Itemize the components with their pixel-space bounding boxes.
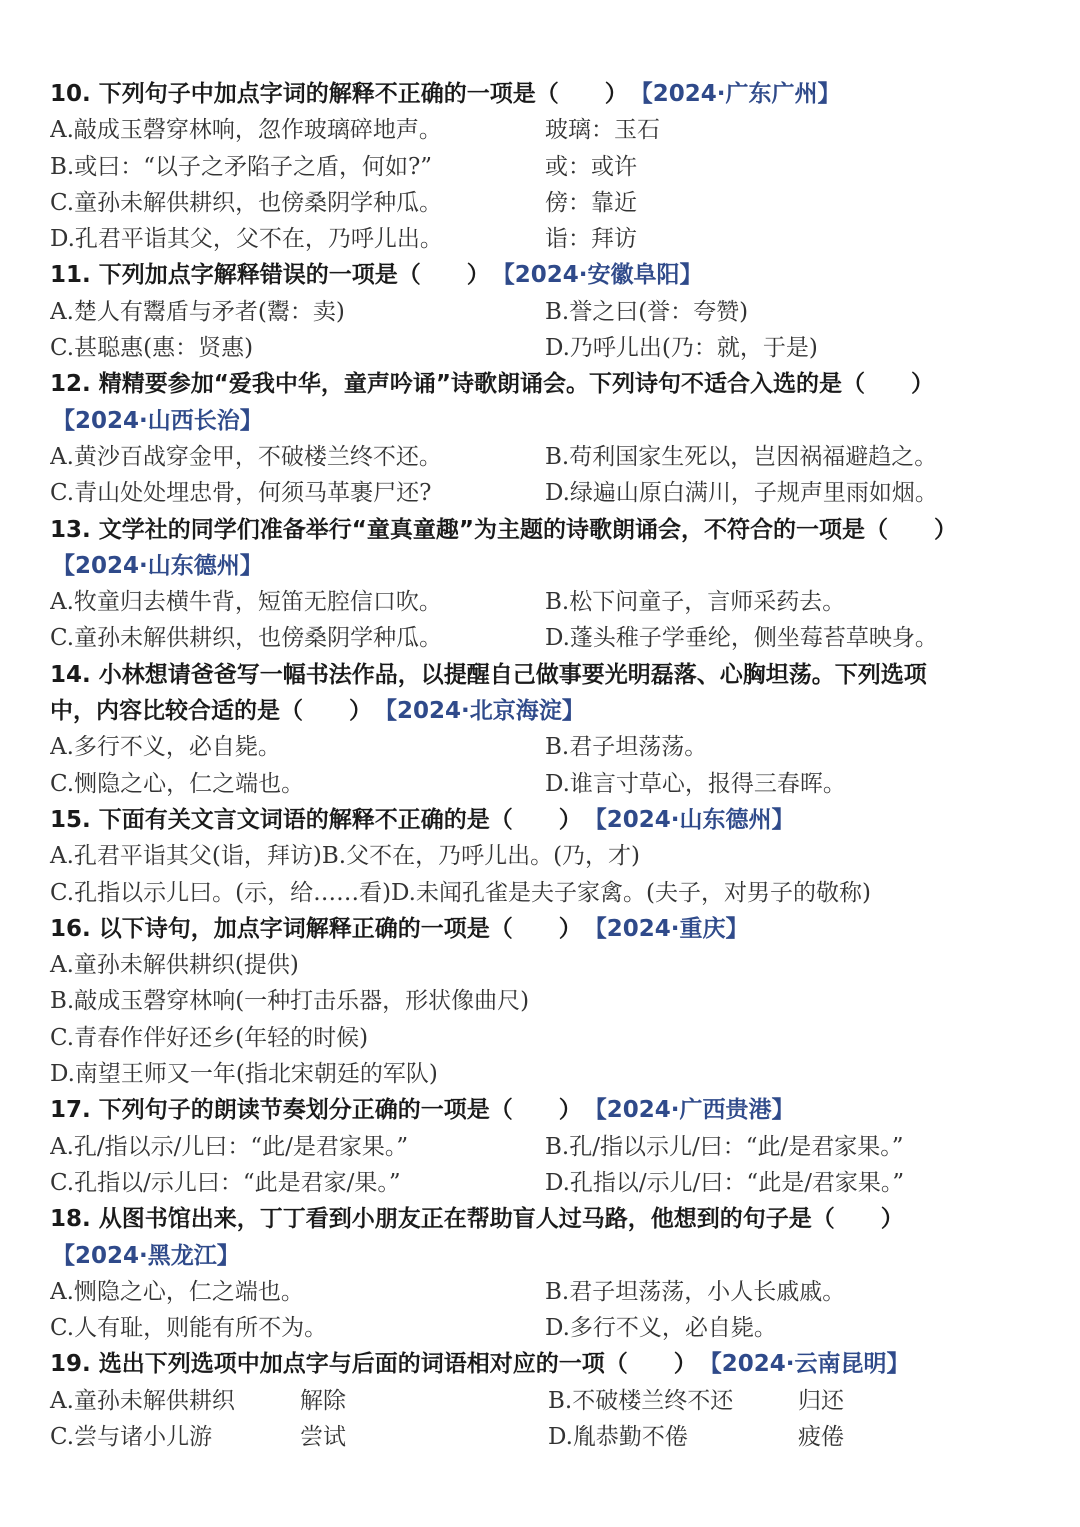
option-row — [50, 729, 1040, 765]
source-tag: 【2024·重庆】 — [583, 915, 749, 942]
question-text: 14. 小林想请爸爸写一幅书法作品，以提醒自己做事要光明磊落、心胸坦荡。下列选项 — [50, 661, 927, 688]
gloss-c: 傍：靠近 — [545, 189, 637, 216]
option-row — [50, 112, 1040, 148]
gloss-b: 或：或许 — [545, 153, 637, 180]
option-c: C.尝与诸小儿游 — [50, 1423, 213, 1450]
question-10-stem — [50, 76, 1040, 112]
option-c: C.恻隐之心，仁之端也。 — [50, 770, 305, 797]
option-d: D.绿遍山原白满川，子规声里雨如烟。 — [545, 480, 938, 507]
gloss-d: 诣：拜访 — [545, 226, 637, 253]
option-row — [50, 1310, 1040, 1346]
question-text-cont: 中，内容比较合适的是（ ） — [50, 698, 372, 725]
option-d: D.多行不义，必自毙。 — [545, 1315, 777, 1342]
option-row — [50, 185, 1040, 221]
option-c: C.童孙未解供耕织，也傍桑阴学种瓜。 — [50, 189, 443, 216]
option-a: A.牧童归去横牛背，短笛无腔信口吹。 — [50, 589, 442, 616]
source-tag: 【2024·北京海淀】 — [374, 698, 585, 725]
option-a: A.敲成玉磬穿林响，忽作玻璃碎地声。 — [50, 117, 442, 144]
option-line — [50, 947, 1040, 983]
option-b: B.苟利国家生死以，岂因祸福避趋之。 — [545, 443, 938, 470]
question-text: 12. 精精要参加“爱我中华，童声吟诵”诗歌朗诵会。下列诗句不适合入选的是（ ） — [50, 371, 934, 398]
option-b: B.君子坦荡荡，小人长戚戚。 — [545, 1278, 846, 1305]
source-tag: 【2024·山西长治】 — [52, 407, 263, 434]
question-18-stem — [50, 1201, 1040, 1237]
option-b: B.松下问童子，言师采药去。 — [545, 589, 846, 616]
option-row — [50, 1129, 1040, 1165]
option-b: B.敲成玉磬穿林响(一种打击乐器，形状像曲尺) — [50, 988, 530, 1015]
source-tag: 【2024·安徽阜阳】 — [491, 262, 703, 289]
question-13-tag-line — [50, 548, 1040, 584]
option-c: C.青山处处埋忠骨，何须马革裹尸还? — [50, 480, 432, 507]
question-12-tag-line — [50, 403, 1040, 439]
option-b: B.孔/指以示儿/曰：“此/是君家果。” — [545, 1133, 904, 1160]
option-line — [50, 1020, 1040, 1056]
question-12-stem — [50, 366, 1040, 402]
option-a: A.童孙未解供耕织 — [50, 1387, 235, 1414]
option-line — [50, 983, 1040, 1019]
question-11-stem — [50, 257, 1040, 293]
option-row — [50, 766, 1040, 802]
question-14-stem — [50, 657, 1040, 693]
options-cd: C.孔指以示儿曰。(示，给……看)D.未闻孔雀是夫子家禽。(夫子，对男子的敬称) — [50, 879, 871, 906]
option-row — [50, 439, 1040, 475]
option-c: C.人有耻，则能有所不为。 — [50, 1315, 328, 1342]
options-ab: A.孔君平诣其父(诣，拜访)B.父不在，乃呼儿出。(乃，才) — [50, 843, 641, 870]
option-line — [50, 875, 1040, 911]
source-tag: 【2024·云南昆明】 — [698, 1351, 910, 1378]
option-b-word: 归还 — [798, 1387, 844, 1414]
option-row — [50, 330, 1040, 366]
gloss-a: 玻璃：玉石 — [545, 117, 660, 144]
option-line — [50, 1056, 1040, 1092]
option-a: A.黄沙百战穿金甲，不破楼兰终不还。 — [50, 443, 442, 470]
question-text: 13. 文学社的同学们准备举行“童真童趣”为主题的诗歌朗诵会，不符合的一项是（ ） — [50, 516, 957, 543]
option-row — [50, 294, 1040, 330]
source-tag: 【2024·山东德州】 — [52, 552, 263, 579]
option-d: D.孔指以/示儿/曰：“此是/君家果。” — [545, 1169, 905, 1196]
source-tag: 【2024·广东广州】 — [629, 81, 841, 107]
question-text: 16. 以下诗句，加点字词解释正确的一项是（ ） — [50, 915, 582, 942]
question-18-tag-line — [50, 1238, 1040, 1274]
option-b: B.不破楼兰终不还 — [548, 1387, 734, 1414]
source-tag: 【2024·黑龙江】 — [52, 1242, 240, 1269]
option-row — [50, 1165, 1040, 1201]
question-text: 18. 从图书馆出来，丁丁看到小朋友正在帮助盲人过马路，他想到的句子是（ ） — [50, 1206, 904, 1233]
option-d: D.蓬头稚子学垂纶，侧坐莓苔草映身。 — [545, 625, 938, 652]
option-c: C.青春作伴好还乡(年轻的时候) — [50, 1024, 369, 1051]
option-row — [50, 221, 1040, 257]
option-c: C.童孙未解供耕织，也傍桑阴学种瓜。 — [50, 625, 443, 652]
option-a: A.多行不义，必自毙。 — [50, 734, 281, 761]
option-c: C.孔指以/示儿曰：“此是君家/果。” — [50, 1169, 401, 1196]
question-13-stem — [50, 512, 1040, 548]
option-row — [50, 1419, 1040, 1455]
option-c: C.甚聪惠(惠：贤惠) — [50, 335, 254, 362]
option-d: D.乃呼儿出(乃：就，于是) — [545, 335, 818, 362]
option-row — [50, 475, 1040, 511]
option-d: D.孔君平诣其父，父不在，乃呼儿出。 — [50, 226, 443, 253]
option-d-word: 疲倦 — [798, 1423, 844, 1450]
question-text: 17. 下列句子的朗读节奏划分正确的一项是（ ） — [50, 1097, 582, 1124]
question-16-stem — [50, 911, 1040, 947]
question-text: 19. 选出下列选项中加点字与后面的词语相对应的一项（ ） — [50, 1351, 697, 1378]
option-line — [50, 838, 1040, 874]
question-text: 15. 下面有关文言文词语的解释不正确的是（ ） — [50, 806, 582, 833]
option-row — [50, 584, 1040, 620]
source-tag: 【2024·广西贵港】 — [583, 1097, 795, 1124]
question-17-stem — [50, 1092, 1040, 1128]
option-row — [50, 620, 1040, 656]
option-row — [50, 149, 1040, 185]
option-c-word: 尝试 — [300, 1423, 346, 1450]
option-a: A.恻隐之心，仁之端也。 — [50, 1278, 304, 1305]
option-b: B.君子坦荡荡。 — [545, 734, 708, 761]
question-text: 10. 下列句子中加点字词的解释不正确的一项是（ ） — [50, 81, 628, 107]
option-a-word: 解除 — [300, 1387, 346, 1414]
question-14-stem-cont — [50, 693, 1040, 729]
question-15-stem — [50, 802, 1040, 838]
option-d: D.胤恭勤不倦 — [548, 1423, 688, 1450]
option-a: A.楚人有鬻盾与矛者(鬻：卖) — [50, 298, 345, 325]
option-row — [50, 1274, 1040, 1310]
option-b: B.或曰：“以子之矛陷子之盾，何如?” — [50, 153, 433, 180]
option-b: B.誉之曰(誉：夸赞) — [545, 298, 749, 325]
question-text: 11. 下列加点字解释错误的一项是（ ） — [50, 262, 490, 289]
option-a: A.孔/指以示/儿曰：“此/是君家果。” — [50, 1133, 409, 1160]
question-19-stem — [50, 1346, 1040, 1382]
option-d: D.南望王师又一年(指北宋朝廷的军队) — [50, 1061, 438, 1088]
option-d: D.谁言寸草心，报得三春晖。 — [545, 770, 846, 797]
source-tag: 【2024·山东德州】 — [583, 806, 795, 833]
option-row — [50, 1383, 1040, 1419]
option-a: A.童孙未解供耕织(提供) — [50, 952, 299, 979]
